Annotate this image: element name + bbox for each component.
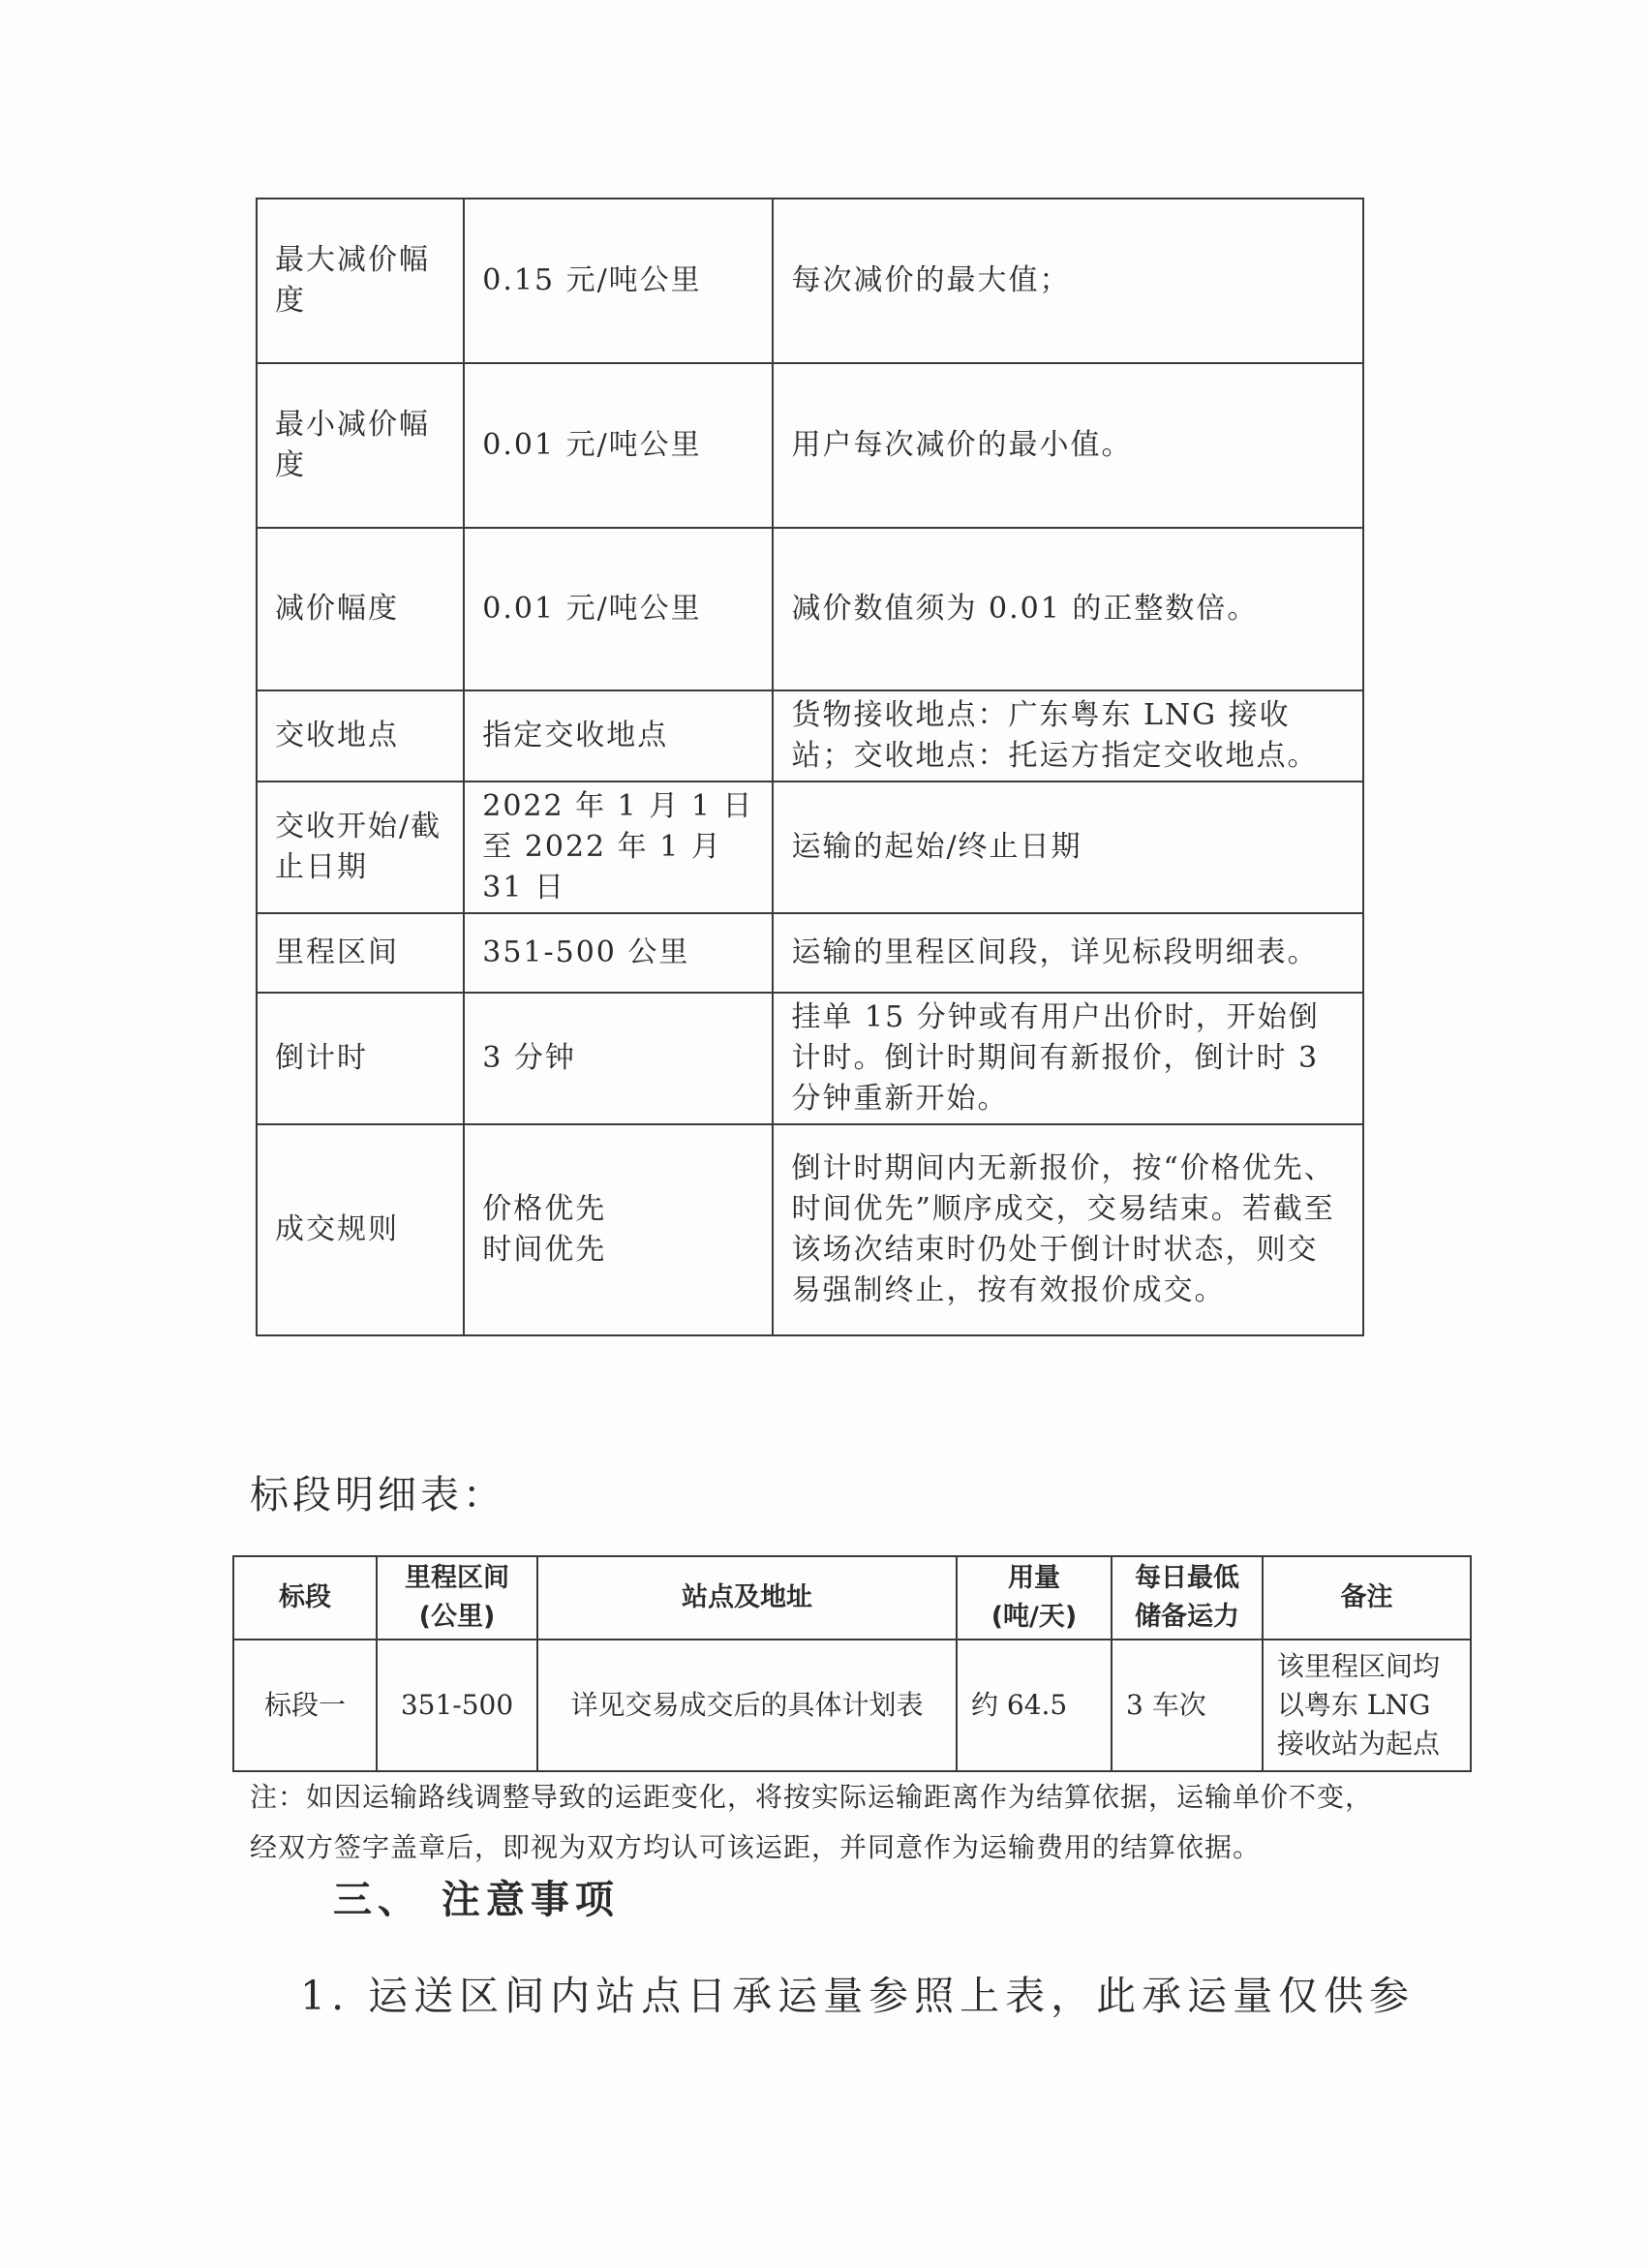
rule-value: 0.01 元/吨公里 <box>464 528 773 690</box>
header-remarks: 备注 <box>1263 1556 1471 1640</box>
rule-desc: 每次减价的最大值； <box>773 199 1363 363</box>
rule-row-countdown <box>257 993 1363 1124</box>
rule-row-delivery-dates <box>257 782 1363 913</box>
segment-header-row <box>233 1556 1471 1640</box>
rule-row-deal-rules <box>257 1124 1363 1335</box>
rule-value: 0.01 元/吨公里 <box>464 363 773 528</box>
rule-desc: 挂单 15 分钟或有用户出价时，开始倒计时。倒计时期间有新报价，倒计时 3 分钟重新开始。 <box>773 993 1363 1124</box>
rule-desc: 运输的起始/终止日期 <box>773 782 1363 913</box>
rule-value: 价格优先 时间优先 <box>464 1124 773 1335</box>
capacity-cell: 3 车次 <box>1112 1640 1263 1771</box>
segment-table-title: 标段明细表： <box>250 1473 505 1517</box>
rule-name: 减价幅度 <box>257 528 464 690</box>
rule-desc: 倒计时期间内无新报价，按“价格优先、时间优先”顺序成交，交易结束。若截至该场次结束时仍处于倒计时状态，则交易强制终止，按有效报价成交。 <box>773 1124 1363 1335</box>
header-mileage: 里程区间 (公里) <box>377 1556 537 1640</box>
stations-cell: 详见交易成交后的具体计划表 <box>537 1640 957 1771</box>
rule-value: 指定交收地点 <box>464 690 773 782</box>
rule-name: 成交规则 <box>257 1124 464 1335</box>
rule-name: 交收地点 <box>257 690 464 782</box>
rule-desc: 用户每次减价的最小值。 <box>773 363 1363 528</box>
rule-value: 0.15 元/吨公里 <box>464 199 773 363</box>
rule-desc: 货物接收地点：广东粤东 LNG 接收站；交收地点：托运方指定交收地点。 <box>773 690 1363 782</box>
rule-row-max-reduction <box>257 199 1363 363</box>
rule-name: 最大减价幅度 <box>257 199 464 363</box>
segment-detail-table <box>232 1555 1472 1772</box>
rule-name: 倒计时 <box>257 993 464 1124</box>
segment-note: 注：如因运输路线调整导致的运距变化，将按实际运输距离作为结算依据，运输单价不变，经双方签字盖章后，即视为双方均认可该运距，并同意作为运输费用的结算依据。 <box>250 1781 1374 1863</box>
rule-name: 最小减价幅度 <box>257 363 464 528</box>
header-stations: 站点及地址 <box>537 1556 957 1640</box>
rule-value: 2022 年 1 月 1 日至 2022 年 1 月 31 日 <box>464 782 773 913</box>
rule-row-mileage-range <box>257 913 1363 993</box>
auction-rules-table <box>256 198 1364 1336</box>
rule-name: 交收开始/截止日期 <box>257 782 464 913</box>
segment-cell: 标段一 <box>233 1640 377 1771</box>
header-usage: 用量 (吨/天) <box>957 1556 1112 1640</box>
rule-name: 里程区间 <box>257 913 464 993</box>
rule-desc: 减价数值须为 0.01 的正整数倍。 <box>773 528 1363 690</box>
usage-cell: 约 64.5 <box>957 1640 1112 1771</box>
rule-value: 3 分钟 <box>464 993 773 1124</box>
header-segment: 标段 <box>233 1556 377 1640</box>
rule-row-delivery-location <box>257 690 1363 782</box>
notice-section-title: 三、 注意事项 <box>333 1878 620 1922</box>
header-min-capacity: 每日最低 储备运力 <box>1112 1556 1263 1640</box>
remarks-cell: 该里程区间均以粤东 LNG 接收站为起点 <box>1263 1640 1471 1771</box>
notice-item-1: 1. 运送区间内站点日承运量参照上表，此承运量仅供参 <box>300 1973 1416 2019</box>
segment-row <box>233 1640 1471 1771</box>
mileage-cell: 351-500 <box>377 1640 537 1771</box>
rule-desc: 运输的里程区间段，详见标段明细表。 <box>773 913 1363 993</box>
rule-row-reduction-step <box>257 528 1363 690</box>
rule-row-min-reduction <box>257 363 1363 528</box>
rule-value: 351-500 公里 <box>464 913 773 993</box>
